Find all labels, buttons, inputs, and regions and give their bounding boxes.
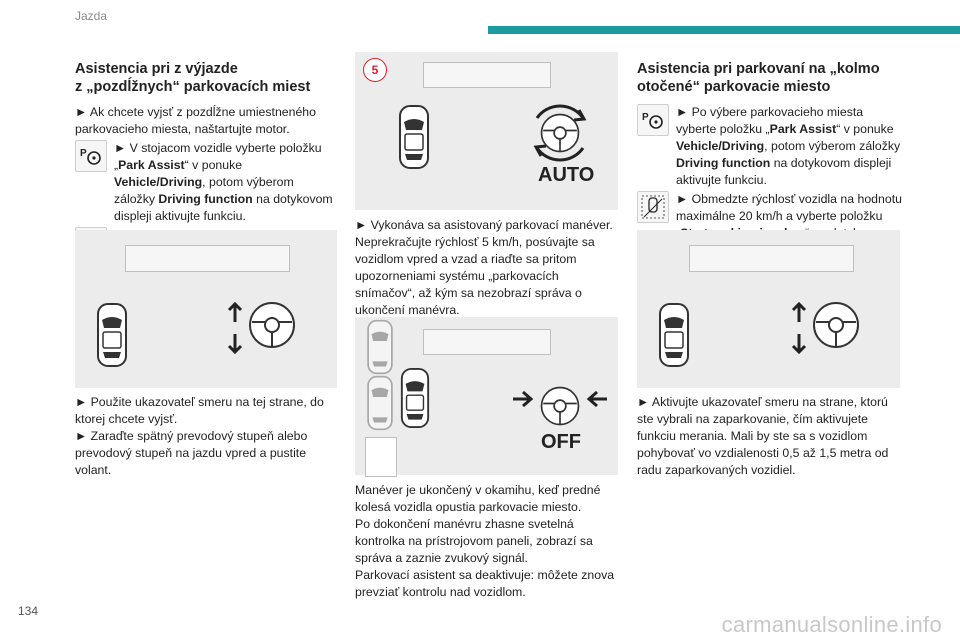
illustration-maneuver-end [355, 317, 618, 475]
section-heading-perpendicular: Asistencia pri parkovaní na „kolmo otočené“ parkovacie miesto [637, 61, 880, 95]
steering-wheel-icon [247, 300, 297, 355]
page-number: 134 [18, 604, 39, 618]
auto-label: AUTO [538, 164, 595, 186]
car-topview-icon [657, 302, 691, 373]
section-heading-exit-parallel: Asistencia pri z výjazde z „pozdĺžnych“ parkovacích miest [75, 61, 311, 95]
paragraph-indicator: ► Použite ukazovateľ smeru na tej strane, do ktorej chcete vyjsť. [75, 395, 324, 426]
paragraph-measurement: ► Aktivujte ukazovateľ smeru na strane, ktorú ste vybrali na zaparkovanie, čím aktivujete funkciu merania. Mali by ste sa s vozidlom pohybovať vo vzdialenosti 0,5 až 1,5 metra od radu zaparkovaných vozidiel. [637, 395, 889, 477]
left-arrow-icon [585, 389, 609, 414]
right-arrow-icon [511, 389, 535, 414]
parking-slot [689, 245, 854, 272]
step-number-badge: 5 [363, 58, 387, 82]
svg-text:P: P [642, 112, 649, 123]
paragraph-indicator-lamp: Po dokončení manévru zhasne svetelná kontrolka na prístrojovom paneli, zobrazí sa správa a zaznie zvukový signál. [355, 517, 593, 565]
instruction-park-assist: P ► V stojacom vozidle vyberte položku „Park Assist“ v ponuke Vehicle/Driving, potom výberom záložky Driving function na dotykovom displeji aktivujte funkciu. [75, 140, 337, 225]
paragraph-deactivation: Parkovací asistent sa deaktivuje: môžete znova prevziať kontrolu nad vozidlom. [355, 568, 615, 599]
header-accent-bar [488, 26, 960, 34]
car-topview-icon [399, 367, 431, 434]
column-right-bottom [637, 394, 900, 479]
paragraph-maneuver-finished: Manéver je ukončený v okamihu, keď predné kolesá vozidla opustia parkovacie miesto. [355, 483, 601, 514]
start-parking-bay-icon [637, 191, 669, 223]
parking-slot [423, 62, 551, 88]
column-middle-text2 [355, 482, 618, 601]
illustration-exit-slot [75, 230, 337, 388]
watermark: carmanualsonline.info [721, 612, 942, 637]
column-middle-text1 [355, 217, 618, 319]
parked-car-ghost-2 [365, 375, 395, 436]
paragraph-assisted-maneuver: ► Vykonáva sa asistovaný parkovací manéver. Neprekračujte rýchlosť 5 km/h, posúvajte sa vozidlom vpred a vzad a riaďte sa pritom upozorneniami systému „parkovacích snímačov“, až kým sa nezobrazí správa o ukončení manévra. [355, 218, 613, 317]
parking-slot [125, 245, 290, 272]
forward-reverse-arrows-icon [227, 302, 243, 359]
svg-text:P: P [80, 148, 87, 159]
forward-reverse-arrows-icon [791, 302, 807, 359]
instruction-park-assist-bay: P ► Po výbere parkovacieho miesta vyberte položku „Park Assist“ v ponuke Vehicle/Driving, potom výberom záložky Driving function na dotykovom displeji aktivujte funkciu. [637, 104, 902, 189]
instruction-start-bay: ► Obmedzte rýchlosť vozidla na hodnotu maximálne 20 km/h a vyberte položku [637, 191, 902, 259]
column-left-bottom [75, 394, 337, 479]
illustration-auto-maneuver [355, 52, 618, 210]
parking-slot [423, 329, 551, 355]
steering-wheel-icon [539, 385, 581, 432]
park-assist-steering-icon [75, 140, 107, 172]
car-topview-icon [95, 302, 129, 373]
off-label: OFF [541, 431, 581, 453]
section-title: Jazda [75, 9, 108, 23]
steering-wheel-icon [811, 300, 861, 355]
paragraph-gear: ► Zaraďte spätný prevodový stupeň alebo prevodový stupeň na jazdu vpred a pustite volant. [75, 429, 308, 477]
park-assist-steering-icon [637, 104, 669, 136]
illustration-perpendicular [637, 230, 900, 388]
car-topview-icon [397, 104, 431, 175]
steering-wheel-icon [539, 112, 581, 159]
parking-slot-lower [365, 437, 397, 477]
paragraph-start-engine: ► Ak chcete vyjsť z pozdĺžne umiestneného parkovacieho miesta, naštartujte motor. [75, 105, 316, 136]
parked-car-ghost-1 [365, 319, 395, 380]
